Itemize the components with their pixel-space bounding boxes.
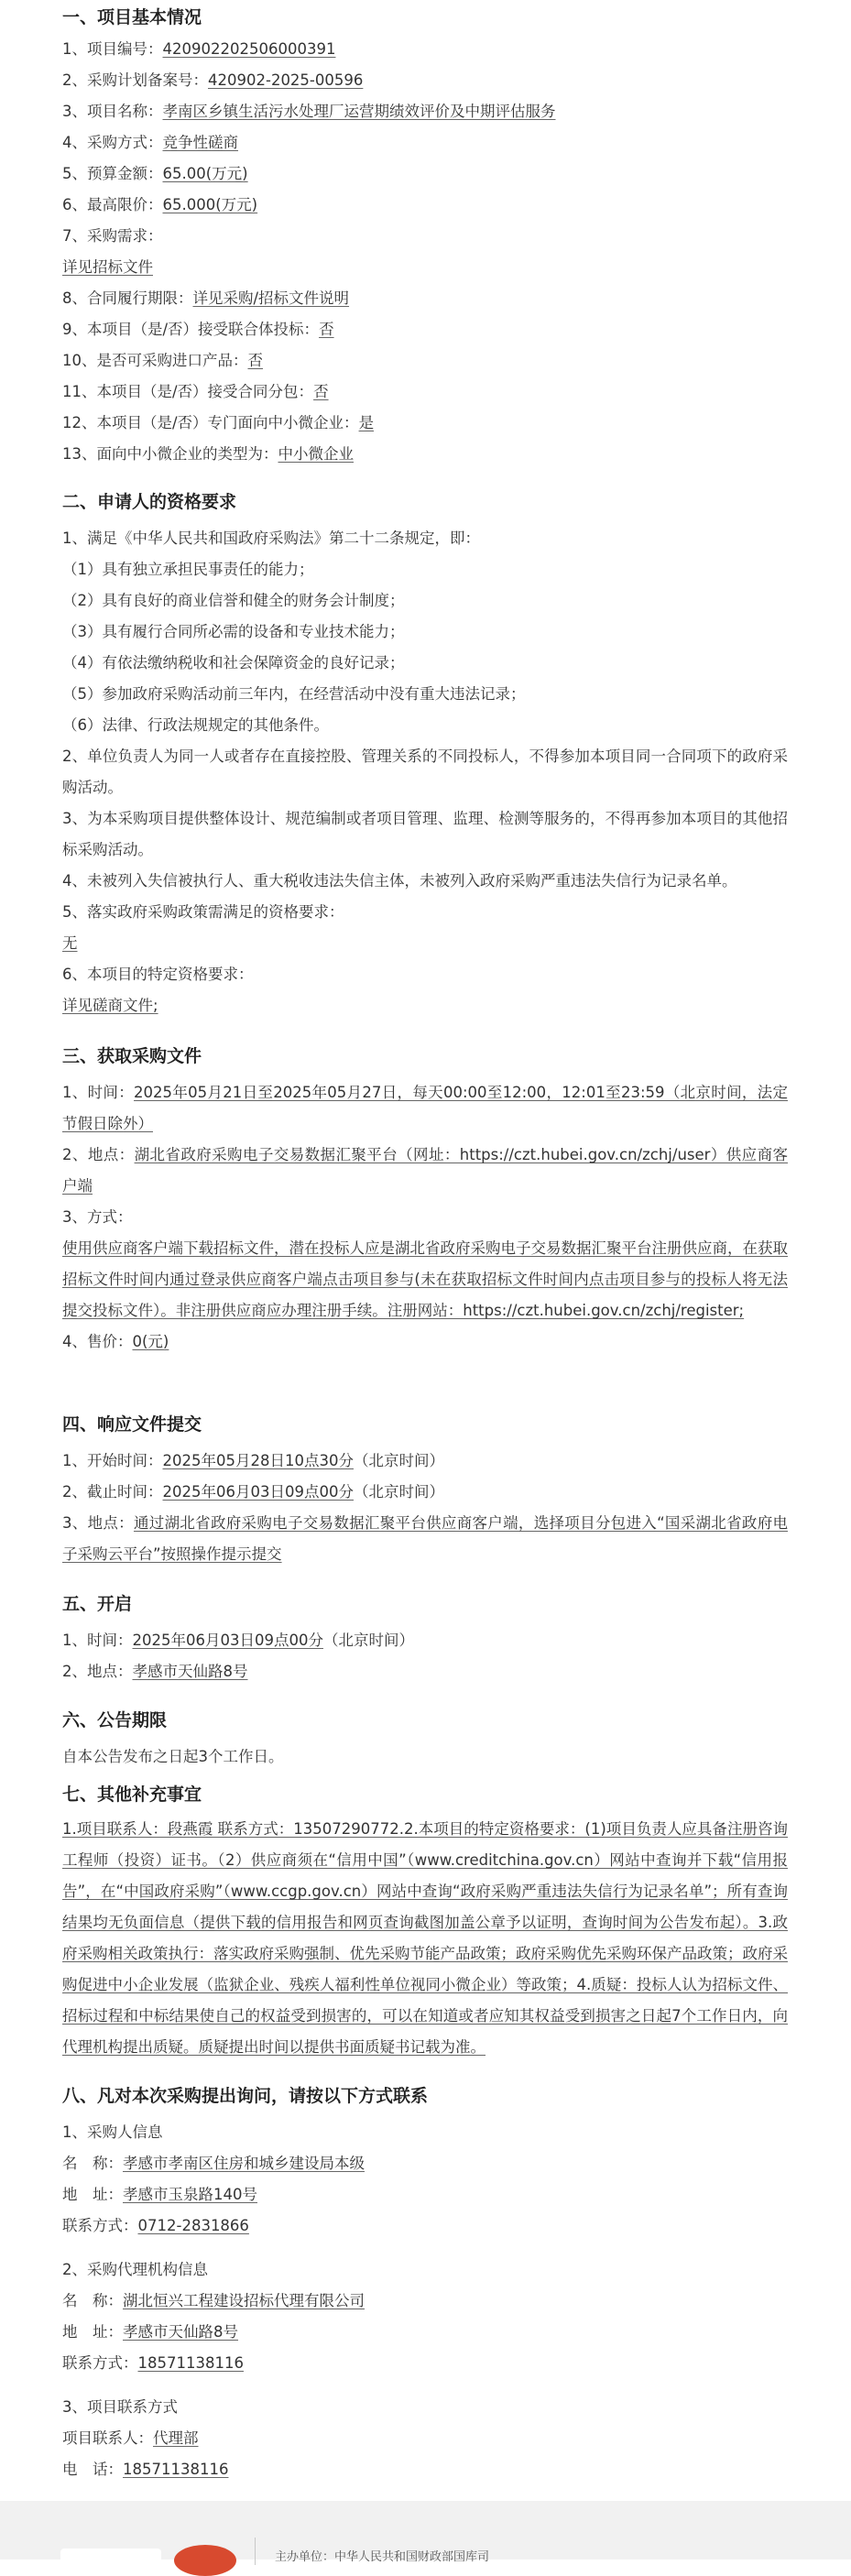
qualification-item: （4）有依法缴纳税收和社会保障资金的良好记录；	[62, 654, 405, 671]
obtain-time-value: 2025年05月21日至2025年05月27日，每天00:00至12:00，12:01至23:59（北京时间，法定节假日除外）	[62, 1084, 788, 1132]
agency-contact-value: 18571138116	[137, 2354, 244, 2372]
agency-name: 名 称：湖北恒兴工程建设招标代理有限公司	[62, 2292, 365, 2309]
qualification-list	[62, 523, 788, 1021]
project-contact-person: 项目联系人：代理部	[62, 2429, 199, 2447]
basic-info-value: 420902202506000391	[162, 40, 336, 58]
basic-info-row	[62, 252, 788, 283]
basic-info-label: 10、是否可采购进口产品：	[62, 352, 248, 369]
site-footer	[0, 2501, 851, 2564]
basic-info-label: 7、采购需求：	[62, 227, 163, 245]
submission-place: 3、地点：通过湖北省政府采购电子交易数据汇聚平台供应商客户端，选择项目分包进入“国采湖北省政府电子采购云平台”按照操作提示提交	[62, 1514, 788, 1563]
section-title: 六、公告期限	[62, 1710, 168, 1730]
basic-info-value: 中小微企业	[278, 445, 354, 463]
basic-info-label: 11、本项目（是/否）接受合同分包：	[62, 383, 314, 400]
agency-address-value: 孝感市天仙路8号	[123, 2323, 238, 2341]
obtain-place: 2、地点：湖北省政府采购电子交易数据汇聚平台（网址：https://czt.hubei.gov.cn/zchj/user）供应商客户端	[62, 1146, 789, 1195]
project-contact-phone: 电 话：18571138116	[62, 2461, 229, 2478]
qualification-item: 1、满足《中华人民共和国政府采购法》第二十二条规定，即：	[62, 529, 480, 547]
obtain-place-value: 湖北省政府采购电子交易数据汇聚平台（网址：https://czt.hubei.gov.cn/zchj/user）供应商客户端	[62, 1146, 789, 1195]
basic-info-row	[62, 283, 788, 314]
qualification-p4: 4、未被列入失信被执行人、重大税收违法失信主体，未被列入政府采购严重违法失信行为记录名单。	[62, 872, 737, 890]
purchaser-address: 地 址：孝感市玉泉路140号	[62, 2186, 257, 2203]
opening-time-value: 2025年06月03日09点00分	[132, 1632, 323, 1649]
basic-info-label: 2、采购计划备案号：	[62, 71, 208, 89]
notice-period-text: 自本公告发布之日起3个工作日。	[62, 1748, 284, 1765]
section-obtain-documents	[62, 1044, 789, 1350]
basic-info-list	[62, 34, 788, 470]
qualification-p6-value: 详见磋商文件;	[62, 997, 158, 1014]
project-contact-phone-value: 18571138116	[123, 2461, 229, 2478]
basic-info-label: 4、采购方式：	[62, 134, 163, 151]
opening-place-value: 孝感市天仙路8号	[132, 1663, 248, 1680]
basic-info-row	[62, 345, 788, 377]
basic-info-label: 6、最高限价：	[62, 196, 163, 213]
basic-info-value: 孝南区乡镇生活污水处理厂运营期绩效评价及中期评估服务	[162, 103, 556, 120]
obtain-price: 4、售价：0(元)	[62, 1333, 169, 1350]
qualification-item: （2）具有良好的商业信誉和健全的财务会计制度；	[62, 592, 405, 609]
purchaser-heading: 1、采购人信息	[62, 2123, 163, 2141]
submission-start: 1、开始时间：2025年05月28日10点30分（北京时间）	[62, 1452, 444, 1469]
basic-info-value: 详见招标文件	[62, 258, 153, 276]
obtain-method	[62, 1233, 788, 1326]
section-title: 七、其他补充事宜	[62, 1785, 202, 1805]
qualification-p2: 2、单位负责人为同一人或者存在直接控股、管理关系的不同投标人，不得参加本项目同一合同项下的政府采购活动。	[62, 748, 788, 796]
purchaser-name-value: 孝感市孝南区住房和城乡建设局本级	[123, 2155, 365, 2172]
basic-info-row	[62, 127, 788, 158]
obtain-method-value: 使用供应商客户端下载招标文件，潜在投标人应是湖北省政府采购电子交易数据汇聚平台注册供应商，在获取招标文件时间内通过登录供应商客户端点击项目参与(未在获取招标文件时间内点击项目参与的投标人将无法提交投标文件）。非注册供应商应办理注册手续。注册网站：https://czt.hubei.gov.cn/zchj/register;	[62, 1239, 788, 1319]
section-notice-period	[62, 1708, 788, 1765]
supplement-text	[62, 1814, 788, 2063]
qualification-item: （5）参加政府采购活动前三年内，在经营活动中没有重大违法记录；	[62, 685, 526, 703]
basic-info-label: 9、本项目（是/否）接受联合体投标：	[62, 321, 320, 338]
basic-info-label: 3、项目名称：	[62, 103, 163, 120]
section-qualifications	[62, 490, 788, 1014]
submission-place-value: 通过湖北省政府采购电子交易数据汇聚平台供应商客户端，选择项目分包进入“国采湖北省政府电子采购云平台”按照操作提示提交	[62, 1514, 788, 1563]
section-title: 五、开启	[62, 1594, 133, 1614]
project-contact-person-value: 代理部	[153, 2429, 199, 2447]
purchaser-name: 名 称：孝感市孝南区住房和城乡建设局本级	[62, 2155, 365, 2172]
opening-time: 1、时间：2025年06月03日09点00分（北京时间）	[62, 1632, 414, 1649]
agency-address: 地 址：孝感市天仙路8号	[62, 2323, 238, 2341]
submission-end: 2、截止时间：2025年06月03日09点00分（北京时间）	[62, 1483, 444, 1501]
basic-info-value: 详见采购/招标文件说明	[192, 289, 350, 307]
project-contact-heading: 3、项目联系方式	[62, 2398, 178, 2416]
agency-contact: 联系方式：18571138116	[62, 2354, 244, 2372]
basic-info-value: 是	[358, 414, 375, 431]
qualification-item: （1）具有独立承担民事责任的能力；	[62, 561, 314, 578]
qualification-p6-label: 6、本项目的特定资格要求：	[62, 966, 254, 983]
agency-heading: 2、采购代理机构信息	[62, 2261, 208, 2278]
section-title: 四、响应文件提交	[62, 1414, 202, 1435]
footer-divider	[255, 2538, 256, 2565]
supplement-text-value: 1.项目联系人：段燕霞 联系方式：13507290772.2.本项目的特定资格要求：(1)项目负责人应具备注册咨询工程师（投资）证书。（2）供应商须在“信用中国”（www.creditchina.gov.cn）网站中查询并下载“信用报告”，在“中国政府采购”（www.ccgp.gov.cn）网站中查询“政府采购严重违法失信行为记录名单”；所有查询结果均无负面信息（提供下载的信用报告和网页查询截图加盖公章予以证明，查询时间为公告发布起）。3.政府采购相关政策执行：落实政府采购强制、优先采购节能产品政策；政府采购优先采购环保产品政策；政府采购促进中小企业发展（监狱企业、残疾人福利性单位视同小微企业）等政策；4.质疑：投标人认为招标文件、招标过程和中标结果使自己的权益受到损害的，可以在知道或者应知其权益受到损害之日起7个工作日内，向代理机构提出质疑。质疑提出时间以提供书面质疑书记载为准。	[62, 1820, 788, 2056]
basic-info-label: 12、本项目（是/否）专门面向中小微企业：	[62, 414, 359, 431]
section-title: 三、获取采购文件	[62, 1046, 202, 1066]
qualification-items	[62, 523, 788, 741]
basic-info-label: 5、预算金额：	[62, 165, 163, 182]
basic-info-row	[62, 221, 788, 252]
obtain-price-value: 0(元)	[132, 1333, 169, 1350]
basic-info-value: 65.00(万元)	[162, 165, 248, 182]
opening-place: 2、地点：孝感市天仙路8号	[62, 1663, 248, 1680]
section-title: 八、凡对本次采购提出询问，请按以下方式联系	[62, 2086, 429, 2106]
purchaser-contact: 联系方式：0712-2831866	[62, 2217, 249, 2234]
agency-name-value: 湖北恒兴工程建设招标代理有限公司	[123, 2292, 365, 2309]
basic-info-row	[62, 439, 788, 470]
basic-info-value: 否	[313, 383, 329, 400]
basic-info-row	[62, 377, 788, 408]
section-opening	[62, 1592, 788, 1680]
basic-info-row	[62, 158, 788, 190]
qualification-item: （6）法律、行政法规规定的其他条件。	[62, 716, 329, 734]
submission-start-value: 2025年05月28日10点30分	[162, 1452, 354, 1469]
basic-info-label: 1、项目编号：	[62, 40, 163, 58]
obtain-method-label: 3、方式：	[62, 1208, 133, 1226]
basic-info-value: 65.000(万元)	[162, 196, 258, 213]
section-submission	[62, 1413, 788, 1563]
section-title: 一、项目基本情况	[62, 7, 202, 27]
qualification-p3: 3、为本采购项目提供整体设计、规范编制或者项目管理、监理、检测等服务的，不得再参加本项目的其他招标采购活动。	[62, 810, 788, 858]
emblem-icon	[174, 2545, 236, 2576]
qualification-p5-value: 无	[62, 934, 78, 952]
basic-info-value: 竞争性磋商	[162, 134, 238, 151]
purchaser-contact-value: 0712-2831866	[137, 2217, 249, 2234]
qualification-item: （3）具有履行合同所必需的设备和专业技术能力；	[62, 623, 405, 640]
basic-info-row	[62, 96, 788, 127]
basic-info-row	[62, 190, 788, 221]
qualification-p5-label: 5、落实政府采购政策需满足的资格要求：	[62, 903, 344, 921]
basic-info-row	[62, 65, 788, 96]
submission-end-value: 2025年06月03日09点00分	[162, 1483, 354, 1501]
basic-info-row	[62, 34, 788, 65]
purchaser-address-value: 孝感市玉泉路140号	[123, 2186, 257, 2203]
basic-info-row	[62, 314, 788, 345]
footer-sponsor: 主办单位：中华人民共和国财政部国库司	[275, 2550, 490, 2564]
basic-info-label: 13、面向中小微企业的类型为：	[62, 445, 278, 463]
basic-info-value: 420902-2025-00596	[208, 71, 364, 89]
section-contacts	[62, 2084, 788, 2478]
basic-info-value: 否	[319, 321, 334, 338]
basic-info-row	[62, 408, 788, 439]
basic-info-value: 否	[247, 352, 263, 369]
obtain-time: 1、时间：2025年05月21日至2025年05月27日，每天00:00至12:00，12:01至23:59（北京时间，法定节假日除外）	[62, 1084, 788, 1132]
section-title: 二、申请人的资格要求	[62, 492, 237, 512]
section-supplement	[62, 1783, 788, 2056]
basic-info-label: 8、合同履行期限：	[62, 289, 193, 307]
